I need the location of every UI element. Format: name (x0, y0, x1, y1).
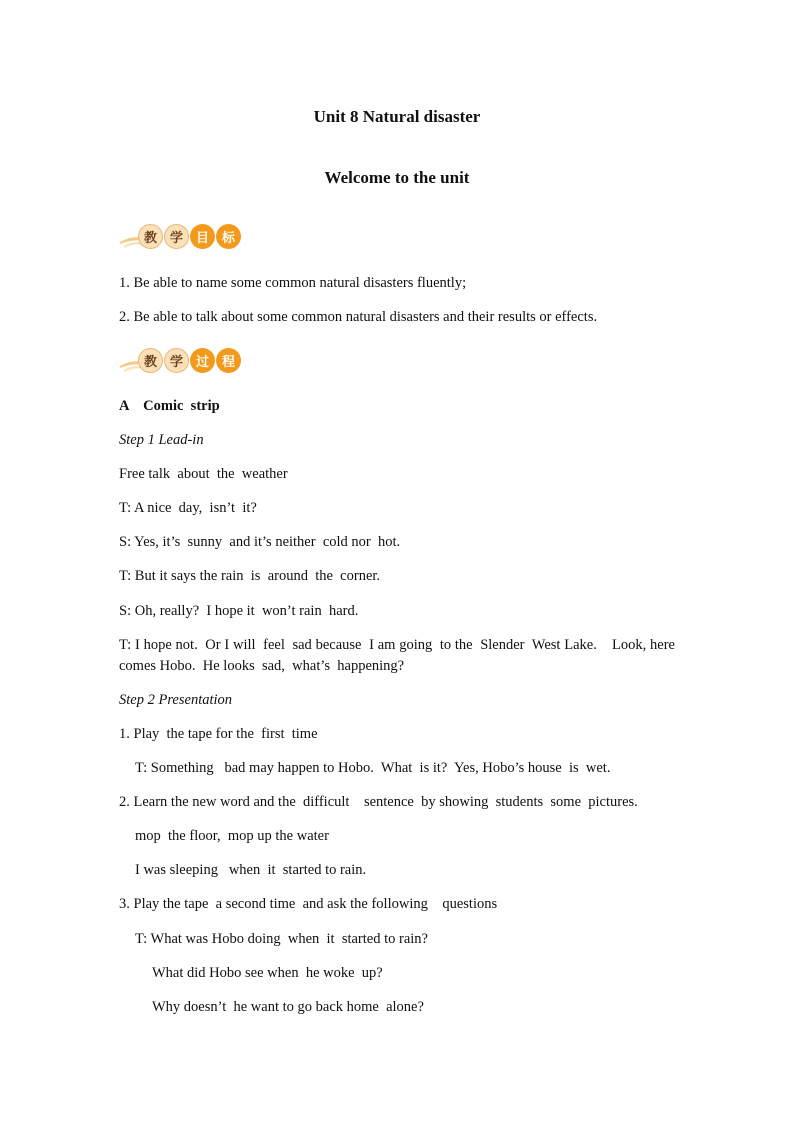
section-a-heading: A Comic strip (119, 398, 220, 414)
step1-line: S: Yes, it’s sunny and it’s neither cold nor hot. (119, 534, 401, 550)
step2-item: 3. Play the tape a second time and ask the following questions (119, 896, 498, 912)
step1-line: T: A nice day, isn’t it? (119, 500, 257, 516)
step2-item: mop the floor, mop up the water (135, 828, 329, 844)
page-subtitle: Welcome to the unit (324, 168, 470, 187)
step2-item: T: What was Hobo doing when it started to rain? (135, 931, 428, 947)
objective-1: 1. Be able to name some common natural disasters fluently; (119, 275, 467, 291)
step2-item: 2. Learn the new word and the difficult sentence by showing students some pictures. (119, 794, 638, 810)
step2-item: I was sleeping when it started to rain. (135, 862, 367, 878)
step1-line: Free talk about the weather (119, 466, 288, 482)
step1-heading: Step 1 Lead-in (119, 432, 204, 448)
badge-char: 过 (190, 348, 215, 373)
badge-char: 学 (164, 224, 189, 249)
objectives-badge (118, 222, 235, 252)
page-title: Unit 8 Natural disaster (313, 107, 481, 126)
badge-char: 学 (164, 348, 189, 373)
step1-line: T: I hope not. Or I will feel sad because I am going to the Slender West Lake. Look, here comes Hobo. He looks sad, what’s happening? (119, 637, 683, 674)
badge-char: 教 (138, 348, 163, 373)
step2-item: Why doesn’t he want to go back home alone? (152, 999, 424, 1015)
step1-line: S: Oh, really? I hope it won’t rain hard. (119, 603, 359, 619)
step1-line: T: But it says the rain is around the corner. (119, 568, 381, 584)
step2-item: T: Something bad may happen to Hobo. What is it? Yes, Hobo’s house is wet. (135, 760, 611, 776)
badge-char: 目 (190, 224, 215, 249)
step2-heading: Step 2 Presentation (119, 692, 233, 708)
badge-char: 标 (216, 224, 241, 249)
step2-item: What did Hobo see when he woke up? (152, 965, 383, 981)
objective-2: 2. Be able to talk about some common natural disasters and their results or effects. (119, 309, 598, 325)
process-badge (118, 346, 235, 376)
step2-item: 1. Play the tape for the first time (119, 726, 318, 742)
badge-char: 程 (216, 348, 241, 373)
badge-char: 教 (138, 224, 163, 249)
